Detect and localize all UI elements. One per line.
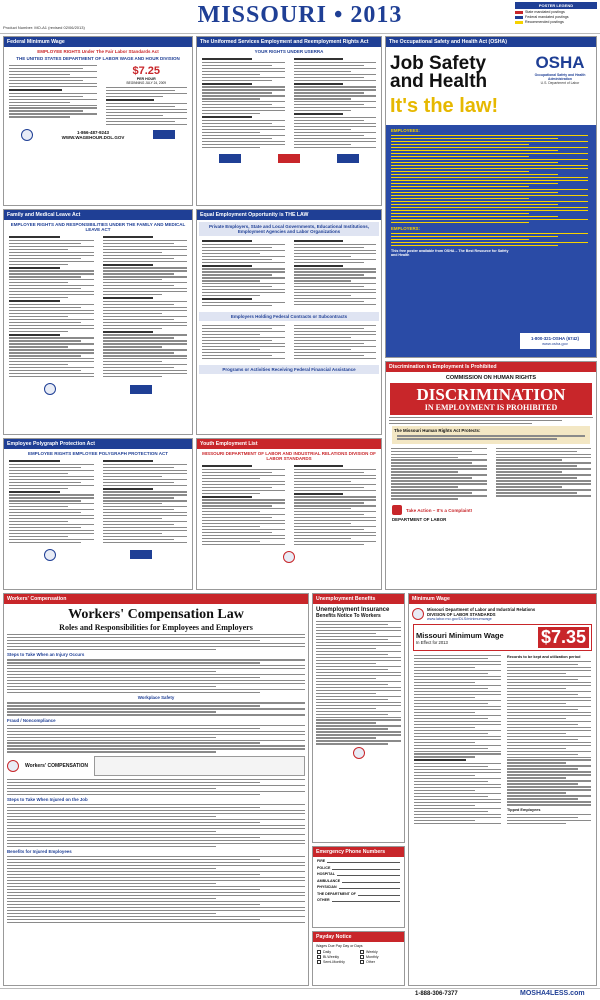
fmla-subhead: EMPLOYEE RIGHTS AND RESPONSIBILITIES UNDER THE FAMILY AND MEDICAL LEAVE ACT [10, 222, 186, 232]
dol-label: DEPARTMENT OF LABOR [392, 517, 447, 523]
text-block [397, 435, 585, 439]
emergency-input[interactable] [339, 885, 400, 889]
emergency-label: FIRE [317, 859, 326, 863]
panel-workers-comp [3, 593, 309, 986]
panel-discrimination [385, 361, 597, 590]
poster-footer [0, 988, 600, 1000]
eeo-subhead-3: Programs or Activities Receiving Federal Financial Assistance [222, 366, 356, 372]
emergency-input[interactable] [332, 866, 400, 870]
emergency-label: POLICE [317, 865, 331, 870]
footer-brand: MOSHA4LESS.com [520, 990, 585, 997]
legend-item: Recommended postings [515, 20, 597, 24]
fed-wage-rate: $7.25 [132, 65, 161, 77]
text-block [391, 135, 588, 223]
wc-benefits-heading: Benefits for Injured Employees [7, 849, 72, 855]
panel-title: Emergency Phone Numbers [313, 847, 404, 857]
panel-title: Federal Minimum Wage [4, 37, 192, 47]
osha-body [386, 125, 596, 346]
mo-mw-rate-box [413, 624, 592, 651]
panel-title: The Uniformed Services Employment and Reemployment Rights Act [197, 37, 381, 47]
checkbox-icon[interactable] [317, 960, 321, 964]
osha-employers-heading: EMPLOYERS: [391, 225, 421, 231]
mo-mw-tipped-heading: Tipped Employees [507, 807, 541, 812]
mo-labor-seal-icon [412, 608, 424, 620]
text-block [507, 661, 591, 806]
mo-mw-web: www.labor.mo.gov/DLS/minimumwage [427, 617, 492, 621]
legend-item: Federal mandated postings [515, 15, 597, 19]
mo-mw-records-heading: Records to be kept and utilization period [507, 655, 581, 659]
osha-contact-box [520, 333, 590, 349]
discrimination-banner [390, 383, 592, 415]
panel-osha [385, 36, 597, 358]
wc-steps-2-heading: Steps to Take When Injured on the Job [7, 796, 88, 802]
userra-subhead: YOUR RIGHTS UNDER USERRA [254, 49, 324, 54]
payday-option[interactable] [317, 950, 357, 954]
text-block [202, 240, 285, 308]
osha-logo: OSHA Occupational Safety and Health Administration U.S. Department of Labor [530, 53, 590, 85]
mo-mw-header [412, 607, 593, 621]
panel-title: The Occupational Safety and Health Act (OSHA) [386, 37, 596, 47]
whd-logo-icon [153, 130, 175, 139]
emergency-row [317, 879, 400, 883]
youth-subhead: MISSOURI DEPARTMENT OF LABOR AND INDUSTRIAL RELATIONS DIVISION OF LABOR STANDARDS [202, 451, 376, 461]
payday-option[interactable] [317, 960, 357, 964]
eeo-subhead-2: Employers Holding Federal Contracts or Subcontracts [230, 313, 348, 319]
vets-logo-icon [219, 154, 241, 163]
osha-phone: 1-800-321-OSHA (6742) [531, 336, 579, 341]
emergency-row [317, 898, 400, 902]
discrimination-banner-1: DISCRIMINATION [416, 385, 566, 404]
payday-option-label: Other [366, 960, 375, 964]
fed-wage-phone: 1-866-487-9243 [76, 129, 109, 135]
panel-userra [196, 36, 382, 206]
mo-mw-division: DIVISION OF LABOR STANDARDS [427, 612, 496, 617]
panel-title: Discrimination in Employment Is Prohibited [386, 362, 596, 372]
whd-logo-icon [130, 385, 152, 394]
emergency-label: OTHER [317, 898, 330, 902]
text-block [316, 621, 401, 745]
product-number: Product Number: MO-A1 (revised 02/06/2013) [3, 25, 85, 30]
emergency-label: AMBULANCE [317, 878, 341, 883]
payday-option[interactable] [360, 955, 400, 959]
dol-seal-icon [44, 383, 56, 395]
payday-option-label: Daily [323, 950, 331, 954]
payday-option[interactable] [317, 955, 357, 959]
panel-eeo [196, 209, 382, 435]
polygraph-subhead: EMPLOYEE RIGHTS EMPLOYEE POLYGRAPH PROTECTION ACT [28, 451, 168, 456]
mo-labor-seal-icon [353, 747, 365, 759]
payday-label: Wages Due Pay Day or Days [316, 944, 363, 948]
eeo-section-1 [199, 222, 379, 236]
text-block [7, 725, 305, 753]
eeo-subhead-1: Private Employers, State and Local Governments, Educational Institutions, Employment Agencies and Labor Organizations [208, 224, 370, 234]
mo-labor-seal-icon [283, 551, 295, 563]
payday-option[interactable] [360, 950, 400, 954]
poster-header [0, 0, 600, 34]
payday-option-label: Bi-Weekly [323, 955, 340, 959]
osha-logo-text: OSHA [535, 53, 585, 72]
mchr-heading: COMMISSION ON HUMAN RIGHTS [445, 375, 537, 381]
panel-title: Unemployment Benefits [313, 594, 404, 604]
emergency-row [317, 859, 400, 863]
text-block [7, 634, 305, 650]
wc-fraud-heading: Fraud / Noncompliance [7, 717, 56, 723]
panel-federal-minimum-wage [3, 36, 193, 206]
poster-title: MISSOURI • 2013 [197, 2, 403, 28]
payday-option-label: Weekly [366, 950, 378, 954]
panel-title: Workers' Compensation [4, 594, 308, 604]
discrimination-banner-2: IN EMPLOYMENT IS PROHIBITED [424, 403, 558, 412]
text-block [391, 233, 588, 246]
emergency-label: THE DEPARTMENT OF [317, 891, 356, 896]
emergency-label: PHYSICIAN [317, 885, 337, 889]
emergency-row [317, 892, 400, 896]
dol-seal-icon [21, 129, 33, 141]
text-block [9, 236, 94, 379]
emergency-row [317, 885, 400, 889]
wc-seal-icon [7, 760, 19, 772]
emergency-input[interactable] [332, 898, 400, 902]
legend-item: State mandated postings [515, 10, 597, 14]
payday-option-label: Monthly [366, 955, 379, 959]
emergency-input[interactable] [337, 872, 400, 876]
emergency-row [317, 866, 400, 870]
polygraph-logos [7, 549, 189, 561]
wc-steps-1-heading: Steps to Take When an Injury Occurs [7, 652, 85, 658]
osha-headline-3: It's the law! [390, 95, 499, 117]
osha-headline-1: Job Safety [390, 53, 487, 74]
text-block [7, 804, 305, 847]
userra-logos [200, 154, 378, 163]
payday-options [313, 950, 404, 964]
text-block [202, 465, 285, 547]
text-block [106, 87, 188, 125]
payday-option[interactable] [360, 960, 400, 964]
alert-icon [392, 505, 402, 515]
ui-heading-1: Unemployment Insurance [316, 607, 390, 613]
fed-wage-web: WWW.WAGEHOUR.DOL.GOV [61, 134, 125, 140]
text-block [507, 814, 591, 824]
ui-logos [316, 747, 401, 759]
wc-logo-text: Workers' COMPENSATION [25, 762, 88, 769]
ui-heading-2: Benefits Notice To Workers [316, 613, 381, 619]
text-block [294, 325, 377, 361]
emergency-list [313, 857, 404, 907]
checkbox-icon[interactable] [317, 950, 321, 954]
fed-wage-rate-box: $7.25 PER HOUR BEGINNING JULY 24, 2009 [103, 65, 191, 85]
wc-info-box [94, 756, 305, 776]
mo-mw-rate: $7.35 [538, 627, 589, 648]
text-block [202, 325, 285, 361]
fmla-logos [7, 383, 189, 395]
dol-logo-icon [337, 154, 359, 163]
eeo-section-3 [199, 365, 379, 374]
text-block [7, 702, 305, 715]
text-block [389, 417, 593, 424]
dol-seal-icon [44, 549, 56, 561]
legend-badge: POSTER LEGEND [515, 2, 597, 9]
text-block [103, 236, 188, 379]
text-block [202, 58, 285, 150]
mo-mw-effective: In Effect for 2013 [416, 639, 448, 645]
payday-option-label: Semi-Monthly [323, 960, 345, 964]
checkbox-icon[interactable] [360, 955, 364, 959]
text-block [414, 655, 501, 826]
text-block [9, 460, 94, 545]
wc-logo-row [7, 756, 305, 776]
emergency-label: HOSPITAL [317, 872, 335, 876]
footer-phone: 1-888-306-7377 [415, 991, 458, 997]
text-block [391, 448, 487, 502]
wc-workplace-safety-heading: Workplace Safety [137, 695, 175, 701]
checkbox-icon[interactable] [317, 955, 321, 959]
emergency-input[interactable] [342, 879, 400, 883]
emergency-row [317, 872, 400, 876]
text-block [7, 779, 305, 795]
take-action-row [392, 505, 590, 515]
mhra-protects-heading: The Missouri Human Rights Act Protects: [394, 428, 481, 434]
checkbox-icon[interactable] [360, 950, 364, 954]
text-block [294, 58, 377, 150]
youth-logos [200, 551, 378, 563]
wc-heading-1: Workers' Compensation Law [68, 607, 244, 622]
mhra-protects-box [392, 426, 590, 443]
osha-web: www.osha.gov [542, 341, 568, 346]
panel-fmla [3, 209, 193, 435]
eeo-section-2 [199, 312, 379, 321]
text-block [7, 856, 305, 923]
legend-swatch-state [515, 11, 523, 14]
panel-title: Payday Notice [313, 932, 404, 942]
mo-mw-big-label: Missouri Minimum Wage [416, 630, 504, 640]
legend-swatch-federal [515, 16, 523, 19]
legend-swatch-recommended [515, 21, 523, 24]
fed-wage-subhead-2: THE UNITED STATES DEPARTMENT OF LABOR WAGE AND HOUR DIVISION [16, 56, 180, 61]
osha-hero [386, 47, 596, 125]
panel-title: Minimum Wage [409, 594, 596, 604]
panel-mo-minimum-wage [408, 593, 597, 986]
panel-title: Family and Medical Leave Act [4, 210, 192, 220]
emergency-input[interactable] [327, 859, 400, 863]
osha-headline-2: and Health [390, 71, 488, 92]
esgr-logo-icon [278, 154, 300, 163]
take-action-text: Take Action – It's a Complaint! [406, 507, 473, 513]
osha-free-note: This free poster available from OSHA – The Best Resource for Safety and Health [391, 249, 509, 258]
wc-heading-2: Roles and Responsibilities for Employees and Employers [59, 623, 253, 632]
panel-emergency [312, 846, 405, 928]
osha-employees-heading: EMPLOYEES: [391, 128, 420, 133]
panel-title: Employee Polygraph Protection Act [4, 439, 192, 449]
text-block [294, 465, 377, 547]
panel-title: Youth Employment List [197, 439, 381, 449]
mo-mw-dept: Missouri Department of Labor and Industrial Relations [427, 607, 536, 612]
text-block [294, 240, 377, 308]
text-block [496, 448, 592, 502]
text-block [7, 659, 305, 693]
text-block [9, 65, 97, 125]
text-block [103, 460, 188, 545]
fed-wage-logos [7, 129, 189, 141]
whd-logo-icon [130, 550, 152, 559]
panel-unemployment [312, 593, 405, 843]
checkbox-icon[interactable] [360, 960, 364, 964]
panel-title: Equal Employment Opportunity is THE LAW [197, 210, 381, 220]
fed-wage-subhead-1: EMPLOYEE RIGHTS Under The Fair Labor Standards Act [37, 49, 159, 54]
panel-youth-employment [196, 438, 382, 590]
poster-legend [515, 2, 597, 25]
panel-polygraph [3, 438, 193, 590]
panel-payday [312, 931, 405, 986]
emergency-input[interactable] [358, 892, 400, 896]
